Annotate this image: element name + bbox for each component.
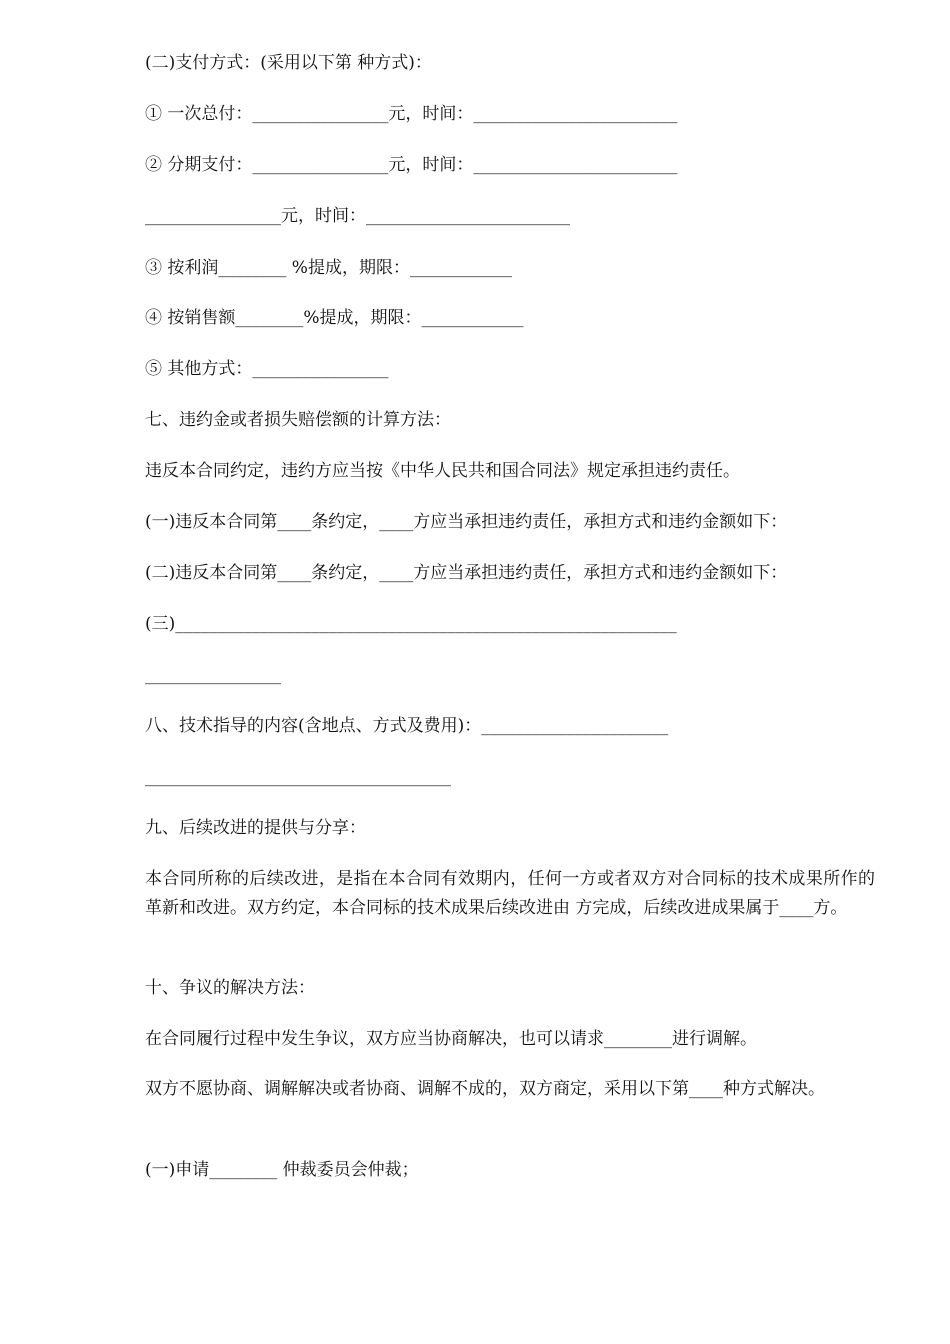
arbitration-option-one: (一)申请________ 仲裁委员会仲裁； (145, 1160, 419, 1180)
dispute-resolution-paragraph: 双方不愿协商、调解解决或者协商、调解不成的，双方商定，采用以下第____种方式解决。 (145, 1079, 825, 1099)
installment-continuation-line: ________________元，时间：________________________ (145, 206, 570, 226)
breach-clause-three-continuation: ________________ (145, 665, 281, 685)
section-eight-continuation: ____________________________________ (145, 767, 451, 787)
section-nine-heading: 九、后续改进的提供与分享： (145, 818, 366, 838)
section-ten-heading: 十、争议的解决方法： (145, 978, 315, 998)
lump-sum-payment-line: ① 一次总付：________________元，时间：________________________ (145, 104, 678, 124)
breach-liability-statement: 违反本合同约定，违约方应当按《中华人民共和国合同法》规定承担违约责任。 (145, 461, 740, 481)
sales-share-line: ④ 按销售额________%提成，期限：____________ (145, 308, 524, 328)
section-seven-heading: 七、违约金或者损失赔偿额的计算方法： (145, 410, 451, 430)
follow-up-improvement-paragraph: 本合同所称的后续改进，是指在本合同有效期内，任何一方或者双方对合同标的技术成果所作的革新和改进。双方约定，本合同标的技术成果后续改进由 方完成，后续改进成果属于____方。 (145, 869, 875, 918)
profit-share-line: ③ 按利润________ %提成，期限：____________ (145, 258, 512, 278)
installment-payment-line: ② 分期支付：________________元，时间：________________________ (145, 155, 678, 175)
breach-clause-two: (二)违反本合同第____条约定，____方应当承担违约责任，承担方式和违约金额如下： (145, 563, 788, 583)
mediation-statement: 在合同履行过程中发生争议，双方应当协商解决，也可以请求________进行调解。 (145, 1029, 757, 1049)
breach-clause-one: (一)违反本合同第____条约定，____方应当承担违约责任，承担方式和违约金额如下： (145, 512, 788, 532)
section-eight-heading: 八、技术指导的内容(含地点、方式及费用)：______________________ (145, 716, 669, 736)
payment-method-heading: (二)支付方式：(采用以下第 种方式)： (145, 53, 432, 73)
other-method-line: ⑤ 其他方式：________________ (145, 359, 389, 379)
breach-clause-three: (三)___________________________________________________________ (145, 614, 677, 634)
